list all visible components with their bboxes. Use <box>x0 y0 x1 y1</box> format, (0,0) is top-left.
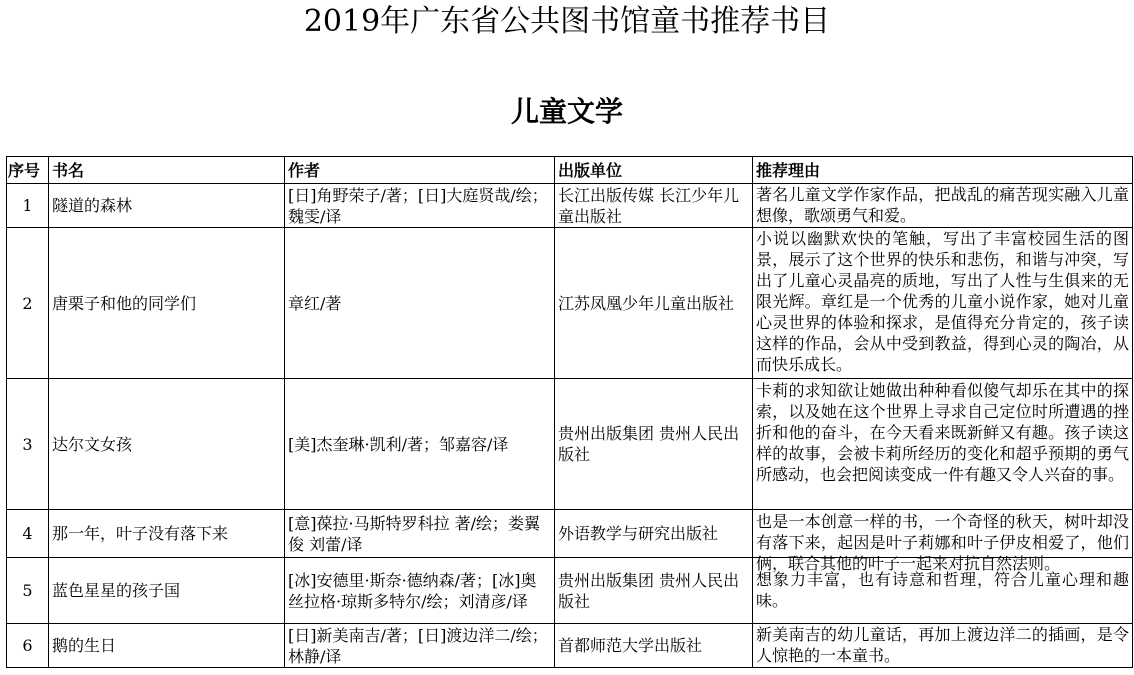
header-no: 序号 <box>7 157 49 184</box>
row-no: 2 <box>7 228 49 379</box>
header-reason: 推荐理由 <box>753 157 1133 184</box>
row-no: 5 <box>7 558 49 624</box>
row-reason-text: 著名儿童文学作家作品，把战乱的痛苦现实融入儿童想像，歌颂勇气和爱。 <box>756 185 1129 225</box>
row-publisher: 外语教学与研究出版社 <box>555 510 753 558</box>
row-title: 唐栗子和他的同学们 <box>49 228 285 379</box>
row-publisher: 首都师范大学出版社 <box>555 624 753 668</box>
book-list-table <box>6 156 1133 668</box>
table-row <box>7 184 1133 228</box>
header-publisher: 出版单位 <box>555 157 753 184</box>
row-reason <box>753 510 1133 573</box>
row-no: 4 <box>7 510 49 558</box>
row-author: 章红/著 <box>285 228 555 379</box>
row-reason <box>753 624 1133 668</box>
row-author: [美]杰奎琳·凯利/著；邹嘉容/译 <box>285 379 555 510</box>
section-title: 儿童文学 <box>510 95 623 128</box>
row-reason-text: 也是一本创意一样的书，一个奇怪的秋天，树叶却没有落下来，起因是叶子莉娜和叶子伊皮相爱了，他们俩，联合其他的叶子一起来对抗自然法则。 <box>756 511 1129 573</box>
table-row <box>7 510 1133 558</box>
row-reason-text: 想象力丰富，也有诗意和哲理，符合儿童心理和趣味。 <box>756 569 1129 610</box>
row-publisher: 长江出版传媒 长江少年儿童出版社 <box>555 184 753 228</box>
row-publisher: 贵州出版集团 贵州人民出版社 <box>555 558 753 624</box>
document-title: 2019年广东省公共图书馆童书推荐书目 <box>303 4 831 39</box>
row-title: 隧道的森林 <box>49 184 285 228</box>
row-reason-text: 卡莉的求知欲让她做出种种看似傻气却乐在其中的探索，以及她在这个世界上寻求自己定位时所遭遇的挫折和他的奋斗，在今天看来既新鲜又有趣。孩子读这样的故事，会被卡莉所经历的变化和超乎预期的勇气所感动，也会把阅读变成一件有趣又令人兴奋的事。 <box>756 381 1129 484</box>
row-reason-text: 新美南吉的幼儿童话，再加上渡边洋二的插画，是令人惊艳的一本童书。 <box>756 625 1129 665</box>
row-title: 达尔文女孩 <box>49 379 285 510</box>
row-reason <box>753 184 1133 228</box>
row-author: [日]新美南吉/著；[日]渡边洋二/绘；林静/译 <box>285 624 555 668</box>
row-reason <box>753 379 1133 510</box>
row-no: 1 <box>7 184 49 228</box>
header-author: 作者 <box>285 157 555 184</box>
row-title: 那一年，叶子没有落下来 <box>49 510 285 558</box>
row-publisher: 贵州出版集团 贵州人民出版社 <box>555 379 753 510</box>
table-header-row <box>7 157 1133 184</box>
row-publisher: 江苏凤凰少年儿童出版社 <box>555 228 753 379</box>
row-title: 鹅的生日 <box>49 624 285 668</box>
row-author: [日]角野荣子/著；[日]大庭贤哉/绘；魏雯/译 <box>285 184 555 228</box>
row-no: 6 <box>7 624 49 668</box>
row-no: 3 <box>7 379 49 510</box>
table-row <box>7 379 1133 510</box>
row-author: [意]葆拉·马斯特罗科拉 著/绘；娄翼俊 刘蕾/译 <box>285 510 555 558</box>
row-title: 蓝色星星的孩子国 <box>49 558 285 624</box>
row-reason <box>753 228 1133 379</box>
header-title: 书名 <box>49 157 285 184</box>
table-row <box>7 624 1133 668</box>
table-row <box>7 228 1133 379</box>
row-author: [冰]安德里·斯奈·德纳森/著；[冰]奥丝拉格·琼斯多特尔/绘；刘清彦/译 <box>285 558 555 624</box>
row-reason-text: 小说以幽默欢快的笔触，写出了丰富校园生活的图景，展示了这个世界的快乐和悲伤，和谐与冲突，写出了儿童心灵晶亮的质地，写出了人性与生俱来的无限光辉。章红是一个优秀的儿童小说作家，她对儿童心灵世界的体验和探求，是值得充分肯定的，孩子读这样的作品，会从中受到教益，得到心灵的陶冶，从而快乐成长。 <box>756 229 1129 374</box>
